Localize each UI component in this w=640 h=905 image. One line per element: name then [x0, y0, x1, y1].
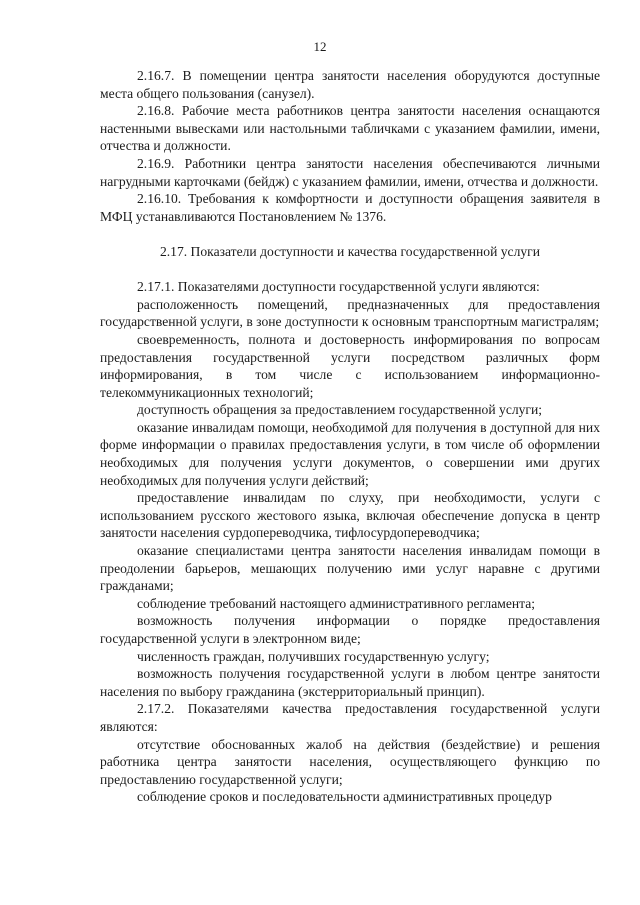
paragraph: своевременность, полнота и достоверность информирования по вопросам предоставления государственной услуги посредством различных форм информирования, в том числе с использованием информационно-телекоммуникационных технологий;: [100, 331, 600, 400]
paragraph: расположенность помещений, предназначенных для предоставления государственной услуги, в зоне доступности к основным транспортным магистралям;: [100, 296, 600, 330]
section-heading: 2.17. Показатели доступности и качества государственной услуги: [159, 243, 541, 259]
page-number: 12: [313, 39, 327, 54]
paragraph: предоставление инвалидам по слуху, при необходимости, услуги с использованием русского жестового языка, включая обеспечение допуска в центр занятости населения сурдопереводчика, тифлосурдопереводчика;: [100, 490, 600, 541]
paragraph: отсутствие обоснованных жалоб на действия (бездействие) и решения работника центра занятости населения, осуществляющего функцию по предоставлению государственной услуги;: [100, 736, 600, 787]
paragraph: 2.16.8. Рабочие места работников центра занятости населения оснащаются настенными вывесками или настольными табличками с указанием фамилии, имени, отчества и должности.: [100, 103, 600, 154]
paragraph: 2.16.9. Работники центра занятости населения обеспечиваются личными нагрудными карточками (бейдж) с указанием фамилии, имени, отчества и должности.: [100, 155, 600, 189]
spacer: [100, 261, 600, 279]
paragraph: численность граждан, получивших государственную услугу;: [137, 648, 490, 664]
paragraph: возможность получения государственной услуги в любом центре занятости населения по выбору гражданина (экстерриториальный принцип).: [100, 666, 600, 699]
document-body: [100, 67, 600, 806]
paragraph: 2.16.7. В помещении центра занятости населения оборудуются доступные места общего пользования (санузел).: [100, 68, 600, 101]
paragraph: доступность обращения за предоставлением государственной услуги;: [137, 402, 543, 418]
paragraph: оказание специалистами центра занятости населения инвалидам помощи в преодолении барьеров, мешающих получению ими услуг наравне с другими гражданами;: [100, 543, 600, 594]
paragraph: соблюдение требований настоящего административного регламента;: [137, 595, 536, 611]
paragraph: 2.17.1. Показателями доступности государственной услуги являются:: [137, 279, 540, 295]
spacer: [100, 225, 600, 243]
paragraph: возможность получения информации о порядке предоставления государственной услуги в электронном виде;: [100, 613, 600, 646]
paragraph: оказание инвалидам помощи, необходимой для получения в доступной для них форме информации о правилах предоставления услуги, в том числе об оформлении необходимых для получения услуги документов, о совершении ими других необходимых для получения услуги действий;: [100, 419, 600, 488]
paragraph: 2.17.2. Показателями качества предоставления государственной услуги являются:: [100, 701, 600, 734]
paragraph: 2.16.10. Требования к комфортности и доступности обращения заявителя в МФЦ устанавливаются Постановлением № 1376.: [100, 191, 600, 224]
paragraph: соблюдение сроков и последовательности административных процедур: [137, 789, 552, 805]
